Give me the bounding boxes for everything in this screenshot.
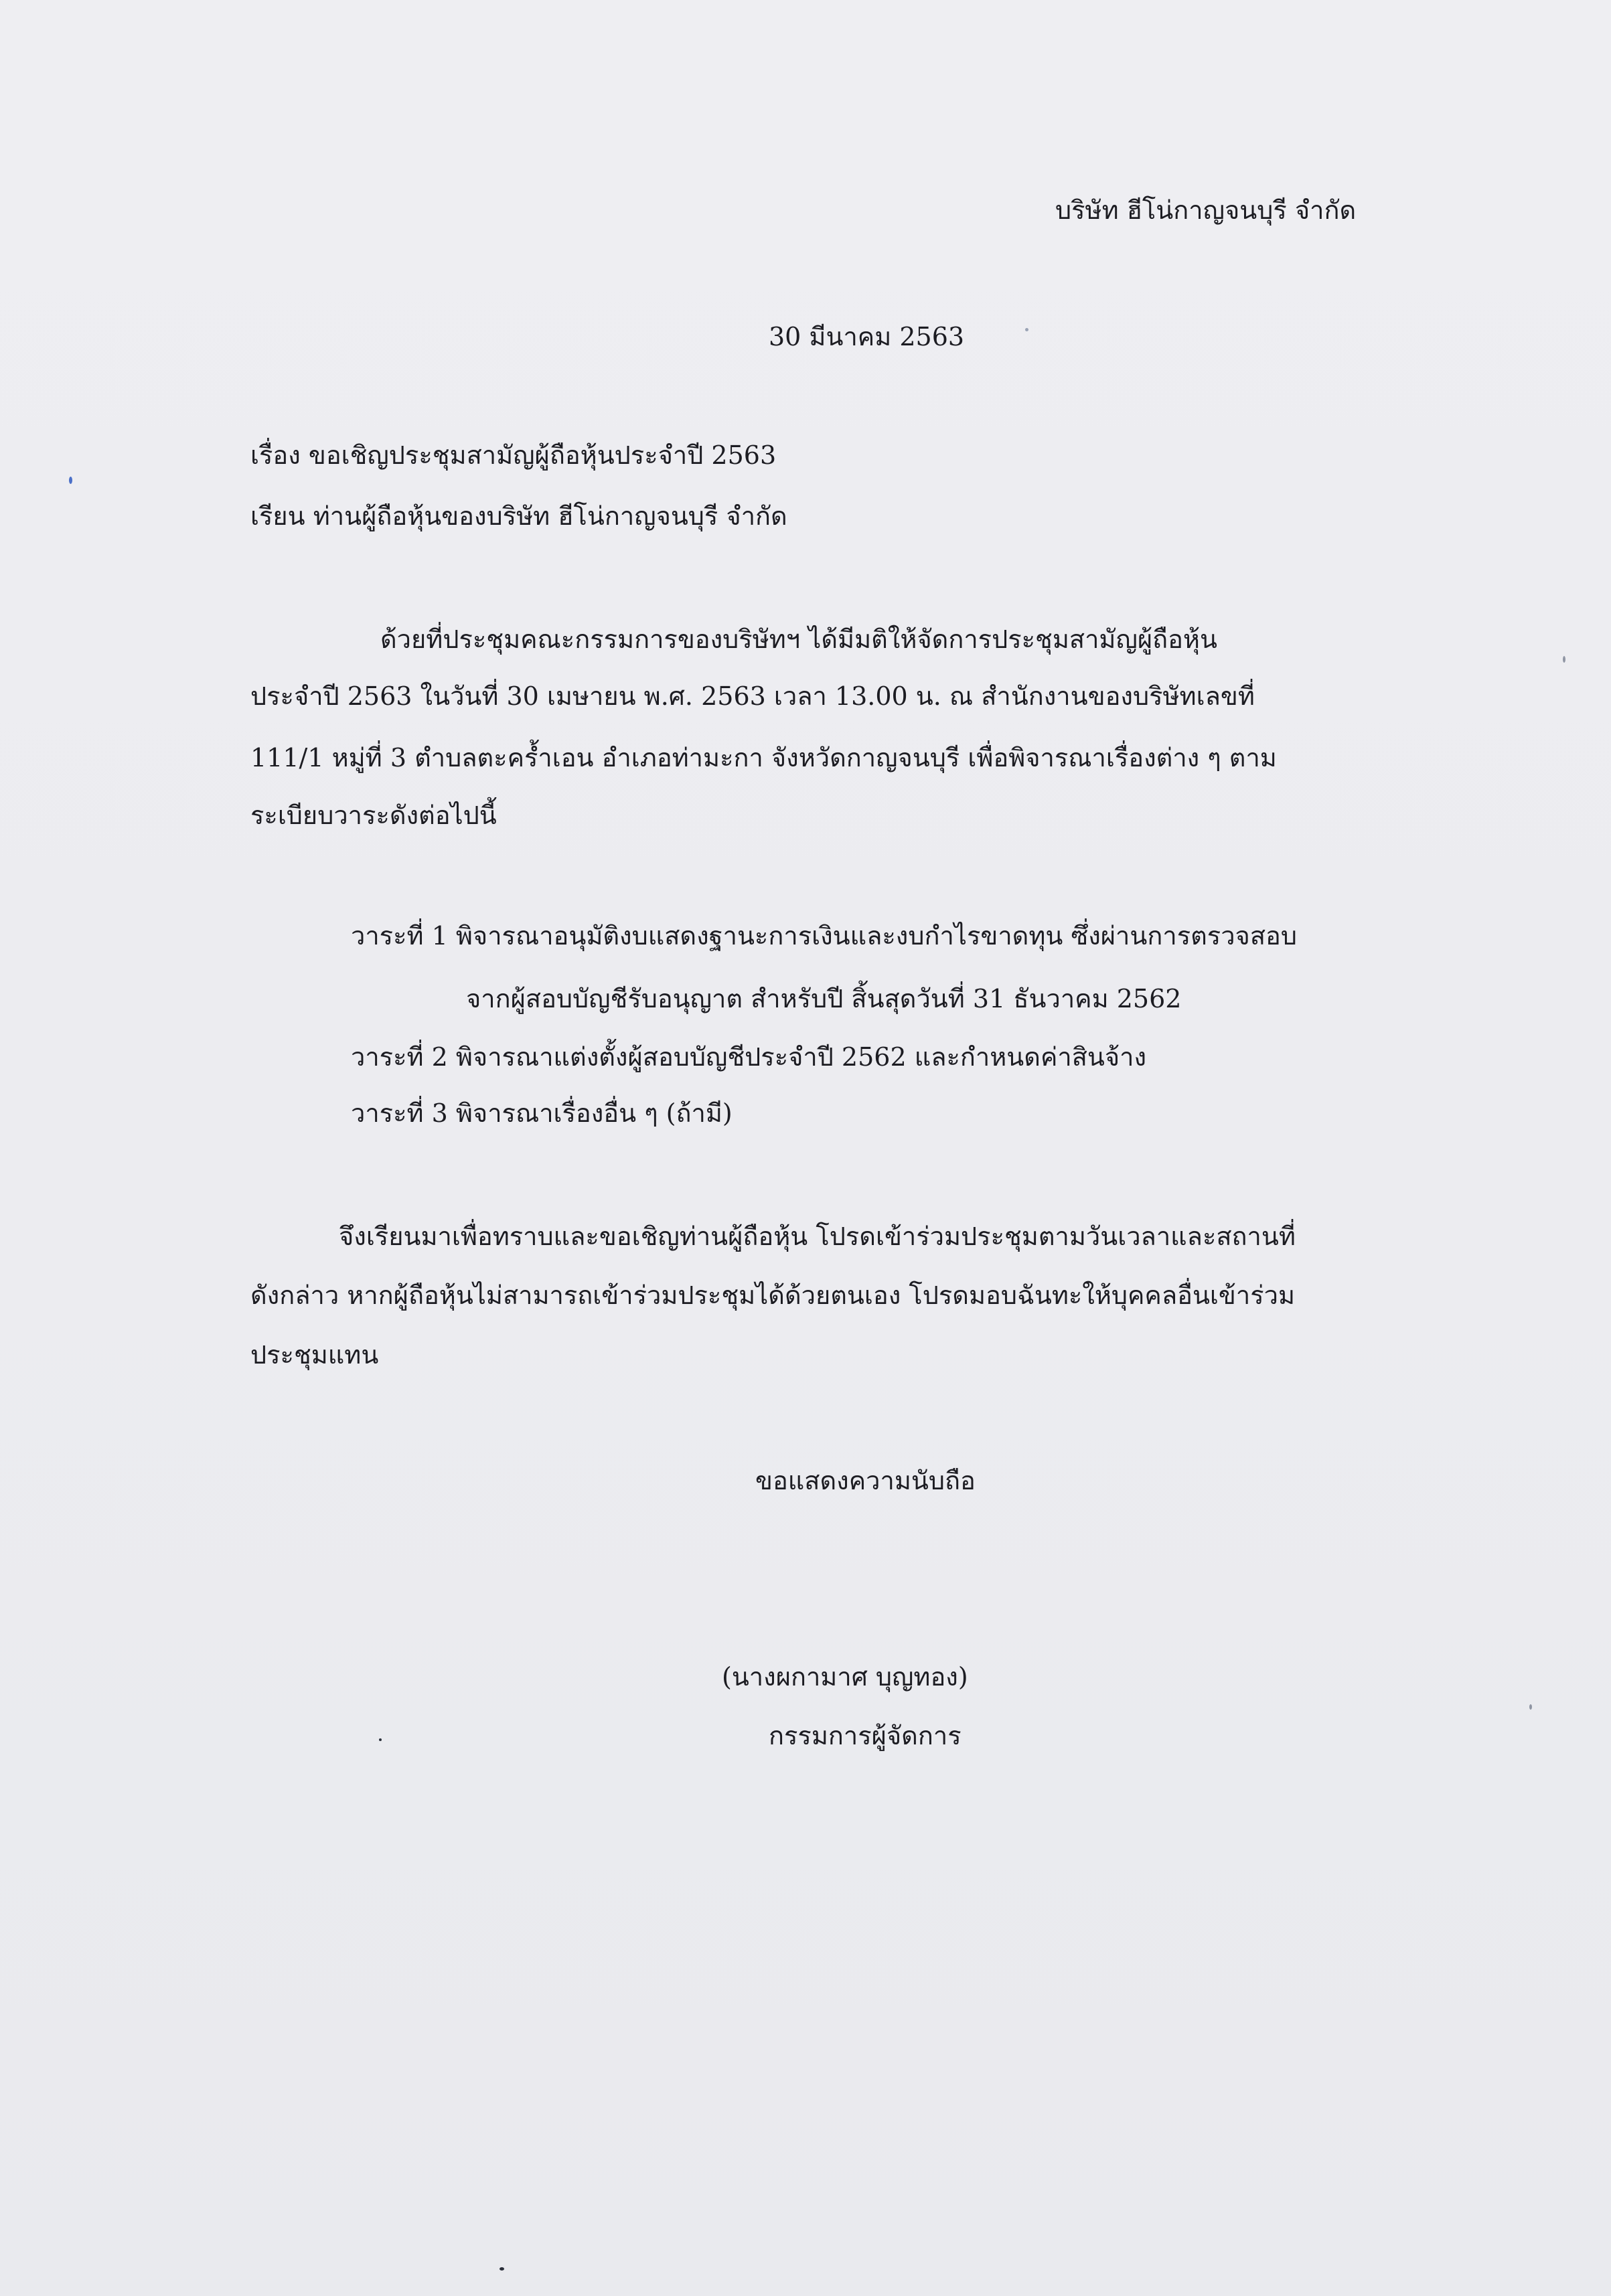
agenda-item-1: วาระที่ 1 พิจารณาอนุมัติงบแสดงฐานะการเงินและงบกำไรขาดทุน ซึ่งผ่านการตรวจสอบ bbox=[351, 921, 1297, 951]
scan-speck bbox=[379, 1738, 382, 1741]
body-line: ประจำปี 2563 ในวันที่ 30 เมษายน พ.ศ. 2563 เวลา 13.00 น. ณ สำนักงานของบริษัทเลขที่ bbox=[250, 681, 1255, 711]
body-line: ประชุมแทน bbox=[250, 1340, 379, 1370]
letter-recipient: เรียน ท่านผู้ถือหุ้นของบริษัท ฮีโน่กาญจนบุรี จำกัด bbox=[250, 501, 787, 531]
scan-speck bbox=[500, 2267, 504, 2271]
body-line: ระเบียบวาระดังต่อไปนี้ bbox=[250, 801, 497, 830]
signatory-name: (นางผกามาศ บุญทอง) bbox=[722, 1662, 968, 1692]
body-line: จึงเรียนมาเพื่อทราบและขอเชิญท่านผู้ถือหุ้น โปรดเข้าร่วมประชุมตามวันเวลาและสถานที่ bbox=[339, 1222, 1296, 1251]
signatory-title: กรรมการผู้จัดการ bbox=[769, 1721, 962, 1750]
agenda-item-2: วาระที่ 2 พิจารณาแต่งตั้งผู้สอบบัญชีประจำปี 2562 และกำหนดค่าสินจ้าง bbox=[351, 1042, 1147, 1072]
closing-salutation: ขอแสดงความนับถือ bbox=[755, 1466, 976, 1495]
scan-speck bbox=[1025, 328, 1028, 331]
scan-speck bbox=[1563, 656, 1565, 663]
letter-subject: เรื่อง ขอเชิญประชุมสามัญผู้ถือหุ้นประจำปี 2563 bbox=[250, 440, 777, 470]
agenda-item-3: วาระที่ 3 พิจารณาเรื่องอื่น ๆ (ถ้ามี) bbox=[351, 1098, 733, 1128]
body-line: ด้วยที่ประชุมคณะกรรมการของบริษัทฯ ได้มีมติให้จัดการประชุมสามัญผู้ถือหุ้น bbox=[380, 625, 1217, 654]
agenda-item-1-continued: จากผู้สอบบัญชีรับอนุญาต สำหรับปี สิ้นสุดวันที่ 31 ธันวาคม 2562 bbox=[466, 984, 1182, 1013]
body-line: ดังกล่าว หากผู้ถือหุ้นไม่สามารถเข้าร่วมประชุมได้ด้วยตนเอง โปรดมอบฉันทะให้บุคคลอื่นเข้าร่วม bbox=[250, 1281, 1296, 1310]
scan-speck bbox=[1529, 1704, 1532, 1710]
company-name: บริษัท ฮีโน่กาญจนบุรี จำกัด bbox=[1055, 195, 1357, 225]
body-line: 111/1 หมู่ที่ 3 ตำบลตะคร้ำเอน อำเภอท่ามะกา จังหวัดกาญจนบุรี เพื่อพิจารณาเรื่องต่าง ๆ ตาม bbox=[250, 743, 1277, 772]
letter-date: 30 มีนาคม 2563 bbox=[769, 322, 965, 351]
scan-speck bbox=[69, 477, 72, 484]
